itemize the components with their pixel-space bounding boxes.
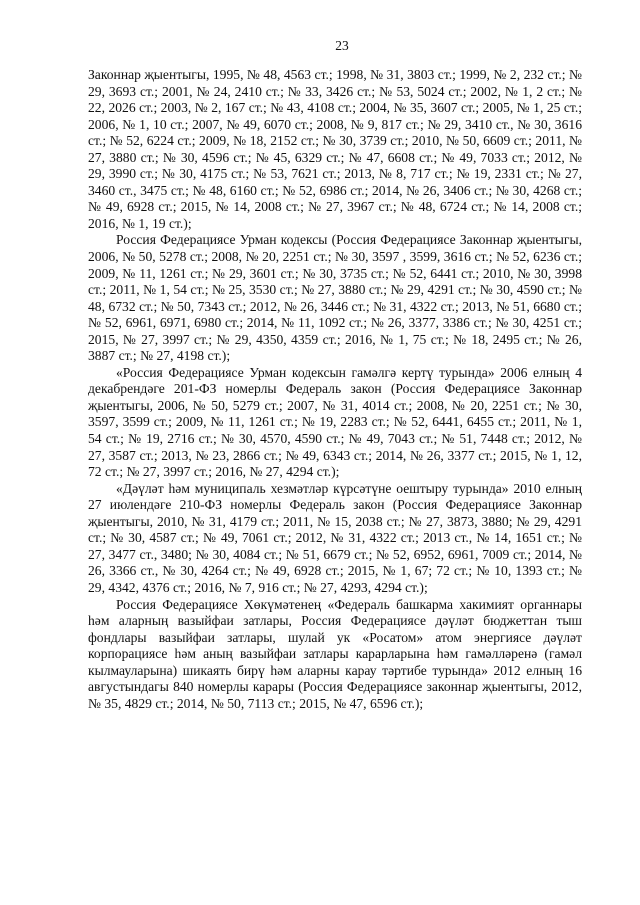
paragraph-3: «Россия Федерациясе Урман кодексын гамәлгә кертү турында» 2006 елның 4 декабрендәге 201-ФЗ номерлы Федераль закон (Россия Федерациясе Законнар җыентыгы, 2006, № 50, 5279 ст.; 2007, № 31, 4014 ст.; 2008, № 20, 2251 ст.; № 30, 3597, 3599 ст.; 2009, № 11, 1261 ст.; № 19, 2283 ст.; № 52, 6441, 6455 ст.; 2011, № 1, 54 ст.; № 19, 2716 ст.; № 30, 4570, 4590 ст.; № 49, 7043 ст.; № 51, 7448 ст.; 2012, № 27, 3587 ст.; 2013, № 23, 2866 ст.; № 49, 6343 ст.; 2014, № 26, 3377 ст.; 2015, № 1, 12, 72 ст.; № 27, 3997 ст.; 2016, № 27, 4294 ст.); <box>88 364 582 480</box>
paragraph-1: Законнар җыентыгы, 1995, № 48, 4563 ст.; 1998, № 31, 3803 ст.; 1999, № 2, 232 ст.; № 29, 3693 ст.; 2001, № 24, 2410 ст.; № 33, 3426 ст.; № 53, 5024 ст.; 2002, № 1, 2 ст.; № 22, 2026 ст.; 2003, № 2, 167 ст.; № 43, 4108 ст.; 2004, № 35, 3607 ст.; 2005, № 1, 25 ст.; 2006, № 1, 10 ст.; 2007, № 49, 6070 ст.; 2008, № 9, 817 ст.; № 29, 3410 ст., № 30, 3616 ст.; № 52, 6224 ст.; 2009, № 18, 2152 ст.; № 30, 3739 ст.; 2010, № 50, 6609 ст.; 2011, № 27, 3880 ст.; № 30, 4596 ст.; № 45, 6329 ст.; № 47, 6608 ст.; № 49, 7033 ст.; 2012, № 29, 3990 ст.; № 30, 4175 ст.; № 53, 7621 ст.; 2013, № 8, 717 ст.; № 19, 2331 ст.; № 27, 3460 ст., 3475 ст.; № 48, 6160 ст.; № 52, 6986 ст.; 2014, № 26, 3406 ст.; № 30, 4268 ст.; № 49, 6928 ст.; 2015, № 14, 2008 ст.; № 27, 3967 ст.; № 48, 6724 ст.; № 14, 2008 ст.; 2016, № 1, 19 ст.); <box>88 67 582 231</box>
paragraph-2: Россия Федерациясе Урман кодексы (Россия Федерациясе Законнар җыентыгы, 2006, № 50, 5278 ст.; 2008, № 20, 2251 ст.; № 30, 3597 , 3599, 3616 ст.; № 52, 6236 ст.; 2009, № 11, 1261 ст.; № 29, 3601 ст.; № 30, 3735 ст.; № 52, 6441 ст.; 2010, № 30, 3998 ст.; 2011, № 1, 54 ст.; № 25, 3530 ст.; № 27, 3880 ст.; № 29, 4291 ст.; № 30, 4590 ст.; № 48, 6732 ст.; № 50, 7343 ст.; 2012, № 26, 3446 ст.; № 31, 4322 ст.; 2013, № 51, 6680 ст.; № 52, 6961, 6971, 6980 ст.; 2014, № 11, 1092 ст.; № 26, 3377, 3386 ст.; № 30, 4251 ст.; 2015, № 27, 3997 ст.; № 29, 4350, 4359 ст.; 2016, № 1, 75 ст.; № 18, 2495 ст.; № 26, 3887 ст.; № 27, 4198 ст.); <box>88 232 582 364</box>
paragraph-4: «Дәүләт һәм муниципаль хезмәтләр күрсәтүне оештыру турында» 2010 елның 27 июлендәге 210-ФЗ номерлы Федераль закон (Россия Федерациясе Законнар җыентыгы, 2010, № 31, 4179 ст.; 2011, № 15, 2038 ст.; № 27, 3873, 3880; № 29, 4291 ст.; № 30, 4587 ст.; № 49, 7061 ст.; 2012, № 31, 4322 ст.; 2013 ст., № 14, 1651 ст.; № 27, 3477 ст., 3480; № 30, 4084 ст.; № 51, 6679 ст.; № 52, 6952, 6961, 7009 ст.; 2014, № 26, 3366 ст., № 30, 4264 ст.; № 49, 6928 ст.; 2015, № 1, 67; 72 ст.; № 10, 1393 ст.; № 29, 4342, 4376 ст.; 2016, № 7, 916 ст.; № 27, 4293, 4294 ст.); <box>88 480 582 595</box>
paragraph-5: Россия Федерациясе Хөкүмәтенең «Федераль башкарма хакимият органнары һәм аларның вазыйфаи затлары, Россия Федерациясе дәүләт бюджеттан тыш фондлары вазыйфаи затлары, шулай ук «Росатом» атом энергиясе дәүләт корпорациясе һәм аның вазыйфаи затлары карарларына һәм гамәлләренә (гамәл кылмауларына) шикаять бирү һәм аларны карау тәртибе турында» 2012 елның 16 августындагы 840 номерлы карары (Россия Федерациясе законнар җыентыгы, 2012, № 35, 4829 ст.; 2014, № 50, 7113 ст.; 2015, № 47, 6596 ст.); <box>88 596 582 711</box>
page-number: 23 <box>335 38 349 53</box>
